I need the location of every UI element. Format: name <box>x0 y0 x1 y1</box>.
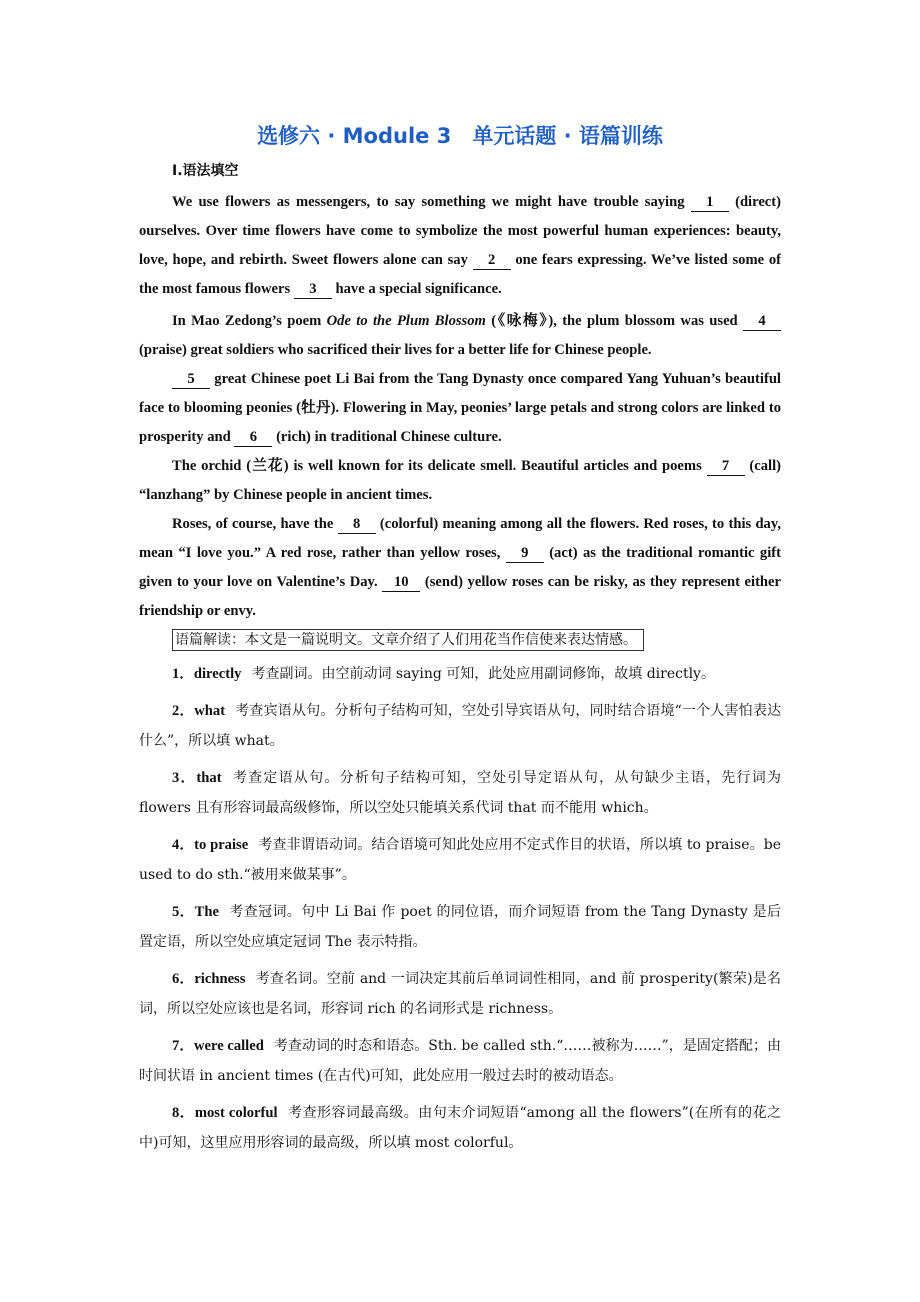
document-body <box>139 188 781 1165</box>
passage-paragraph-5 <box>139 510 781 626</box>
text-run: The orchid (兰花) is well known for its delicate smell. Beautiful articles and poems <box>172 458 707 474</box>
text-run: Roses, of course, have the <box>172 516 338 532</box>
answer-label: 3．that <box>172 769 222 786</box>
text-run: (direct) ourselves. Over time flowers have come to symbolize the most powerful human experiences: beauty, love, hope, and rebirth. Sweet flowers alone can say <box>139 194 781 268</box>
answer-label: 8．most colorful <box>172 1104 278 1121</box>
passage-paragraph-4 <box>139 452 781 510</box>
answer-explanation: 考查形容词最高级。由句末介词短语“among all the flowers”(在所有的花之中)可知，这里应用形容词的最高级，所以填 most colorful。 <box>139 1104 782 1151</box>
answer-item-1 <box>139 659 781 690</box>
answer-explanation: 考查动词的时态和语态。Sth. be called sth.“……被称为……”，是固定搭配；由时间状语 in ancient times (在古代)可知，此处应用一般过去时的被动语态。 <box>139 1037 781 1084</box>
answer-label: 7．were called <box>172 1037 264 1054</box>
answer-label: 5．The <box>172 903 219 920</box>
page-title: 选修六 · Module 3 单元话题 · 语篇训练 <box>257 124 663 148</box>
answer-explanation: 考查名词。空前 and 一词决定其前后单词词性相同，and 前 prosperity(繁荣)是名词，所以空处应该也是名词，形容词 rich 的名词形式是 richness。 <box>139 970 781 1017</box>
answer-list <box>139 659 781 1159</box>
text-run: (praise) great soldiers who sacrificed their lives for a better life for Chinese people. <box>139 342 652 358</box>
answer-label: 1．directly <box>172 666 242 682</box>
answer-explanation: 考查冠词。句中 Li Bai 作 poet 的同位语，而介词短语 from the Tang Dynasty 是后置定语，所以空处应填定冠词 The 表示特指。 <box>139 903 782 950</box>
passage-paragraph-3 <box>139 365 781 452</box>
blank-10: 10 <box>382 573 420 592</box>
blank-2: 2 <box>473 251 511 270</box>
answer-label: 2．what <box>172 702 226 719</box>
answer-item-5 <box>139 897 781 958</box>
blank-3: 3 <box>294 280 332 299</box>
text-run: (act) as the traditional romantic gift given to your love on Valentine’s Day. <box>139 545 781 590</box>
answer-label: 4．to praise <box>172 836 249 853</box>
text-run: have a special significance. <box>331 281 502 297</box>
blank-9: 9 <box>506 544 544 563</box>
answer-label: 6．richness <box>172 970 246 987</box>
passage-paragraph-1 <box>139 188 781 304</box>
answer-explanation: 考查副词。由空前动词 saying 可知，此处应用副词修饰，故填 directly。 <box>251 666 715 682</box>
poem-title: Ode to the Plum Blossom <box>326 313 486 329</box>
text-run: (colorful) meaning among all the flowers. Red roses, to this day, mean “I love you.” A red rose, rather than yellow roses, <box>139 516 781 561</box>
answer-explanation: 考查定语从句。分析句子结构可知，空处引导定语从句，从句缺少主语，先行词为 flowers 且有形容词最高级修饰，所以空处只能填关系代词 that 而不能用 which。 <box>139 769 782 816</box>
answer-item-8 <box>139 1098 781 1159</box>
answer-item-6 <box>139 964 781 1025</box>
blank-1: 1 <box>691 193 729 212</box>
text-run: (rich) in traditional Chinese culture. <box>272 429 502 445</box>
blank-6: 6 <box>234 428 272 447</box>
blank-8: 8 <box>338 515 376 534</box>
answer-item-7 <box>139 1031 781 1092</box>
blank-4: 4 <box>743 312 781 331</box>
text-run: In Mao Zedong’s poem <box>172 313 327 329</box>
passage-paragraph-2 <box>139 307 781 365</box>
blank-7: 7 <box>707 457 745 476</box>
text-run: (《咏梅》), the plum blossom was used <box>485 313 744 329</box>
answer-item-2 <box>139 696 781 757</box>
text-run: great Chinese poet Li Bai from the Tang Dynasty once compared Yang Yuhuan’s beautiful face to blooming peonies (牡丹). Flowering in May, peonies’ large petals and strong colors are linked to prosperity and <box>139 371 781 445</box>
text-run: one fears expressing. We’ve listed some of the most famous flowers <box>139 252 781 297</box>
section-heading: Ⅰ.语法填空 <box>172 163 239 179</box>
answer-item-3 <box>139 763 781 824</box>
answer-explanation: 考查非谓语动词。结合语境可知此处应用不定式作目的状语，所以填 to praise。be used to do sth.“被用来做某事”。 <box>139 836 781 883</box>
text-run: (send) yellow roses can be risky, as they represent either friendship or envy. <box>139 574 782 619</box>
blank-5: 5 <box>172 370 210 389</box>
passage-summary-box: 语篇解读：本文是一篇说明文。文章介绍了人们用花当作信使来表达情感。 <box>172 629 644 651</box>
text-run: (call) “lanzhang” by Chinese people in ancient times. <box>139 458 781 503</box>
answer-explanation: 考查宾语从句。分析句子结构可知，空处引导宾语从句，同时结合语境“一个人害怕表达什么”，所以填 what。 <box>139 702 782 749</box>
answer-item-4 <box>139 830 781 891</box>
text-run: We use flowers as messengers, to say something we might have trouble saying <box>172 194 691 210</box>
